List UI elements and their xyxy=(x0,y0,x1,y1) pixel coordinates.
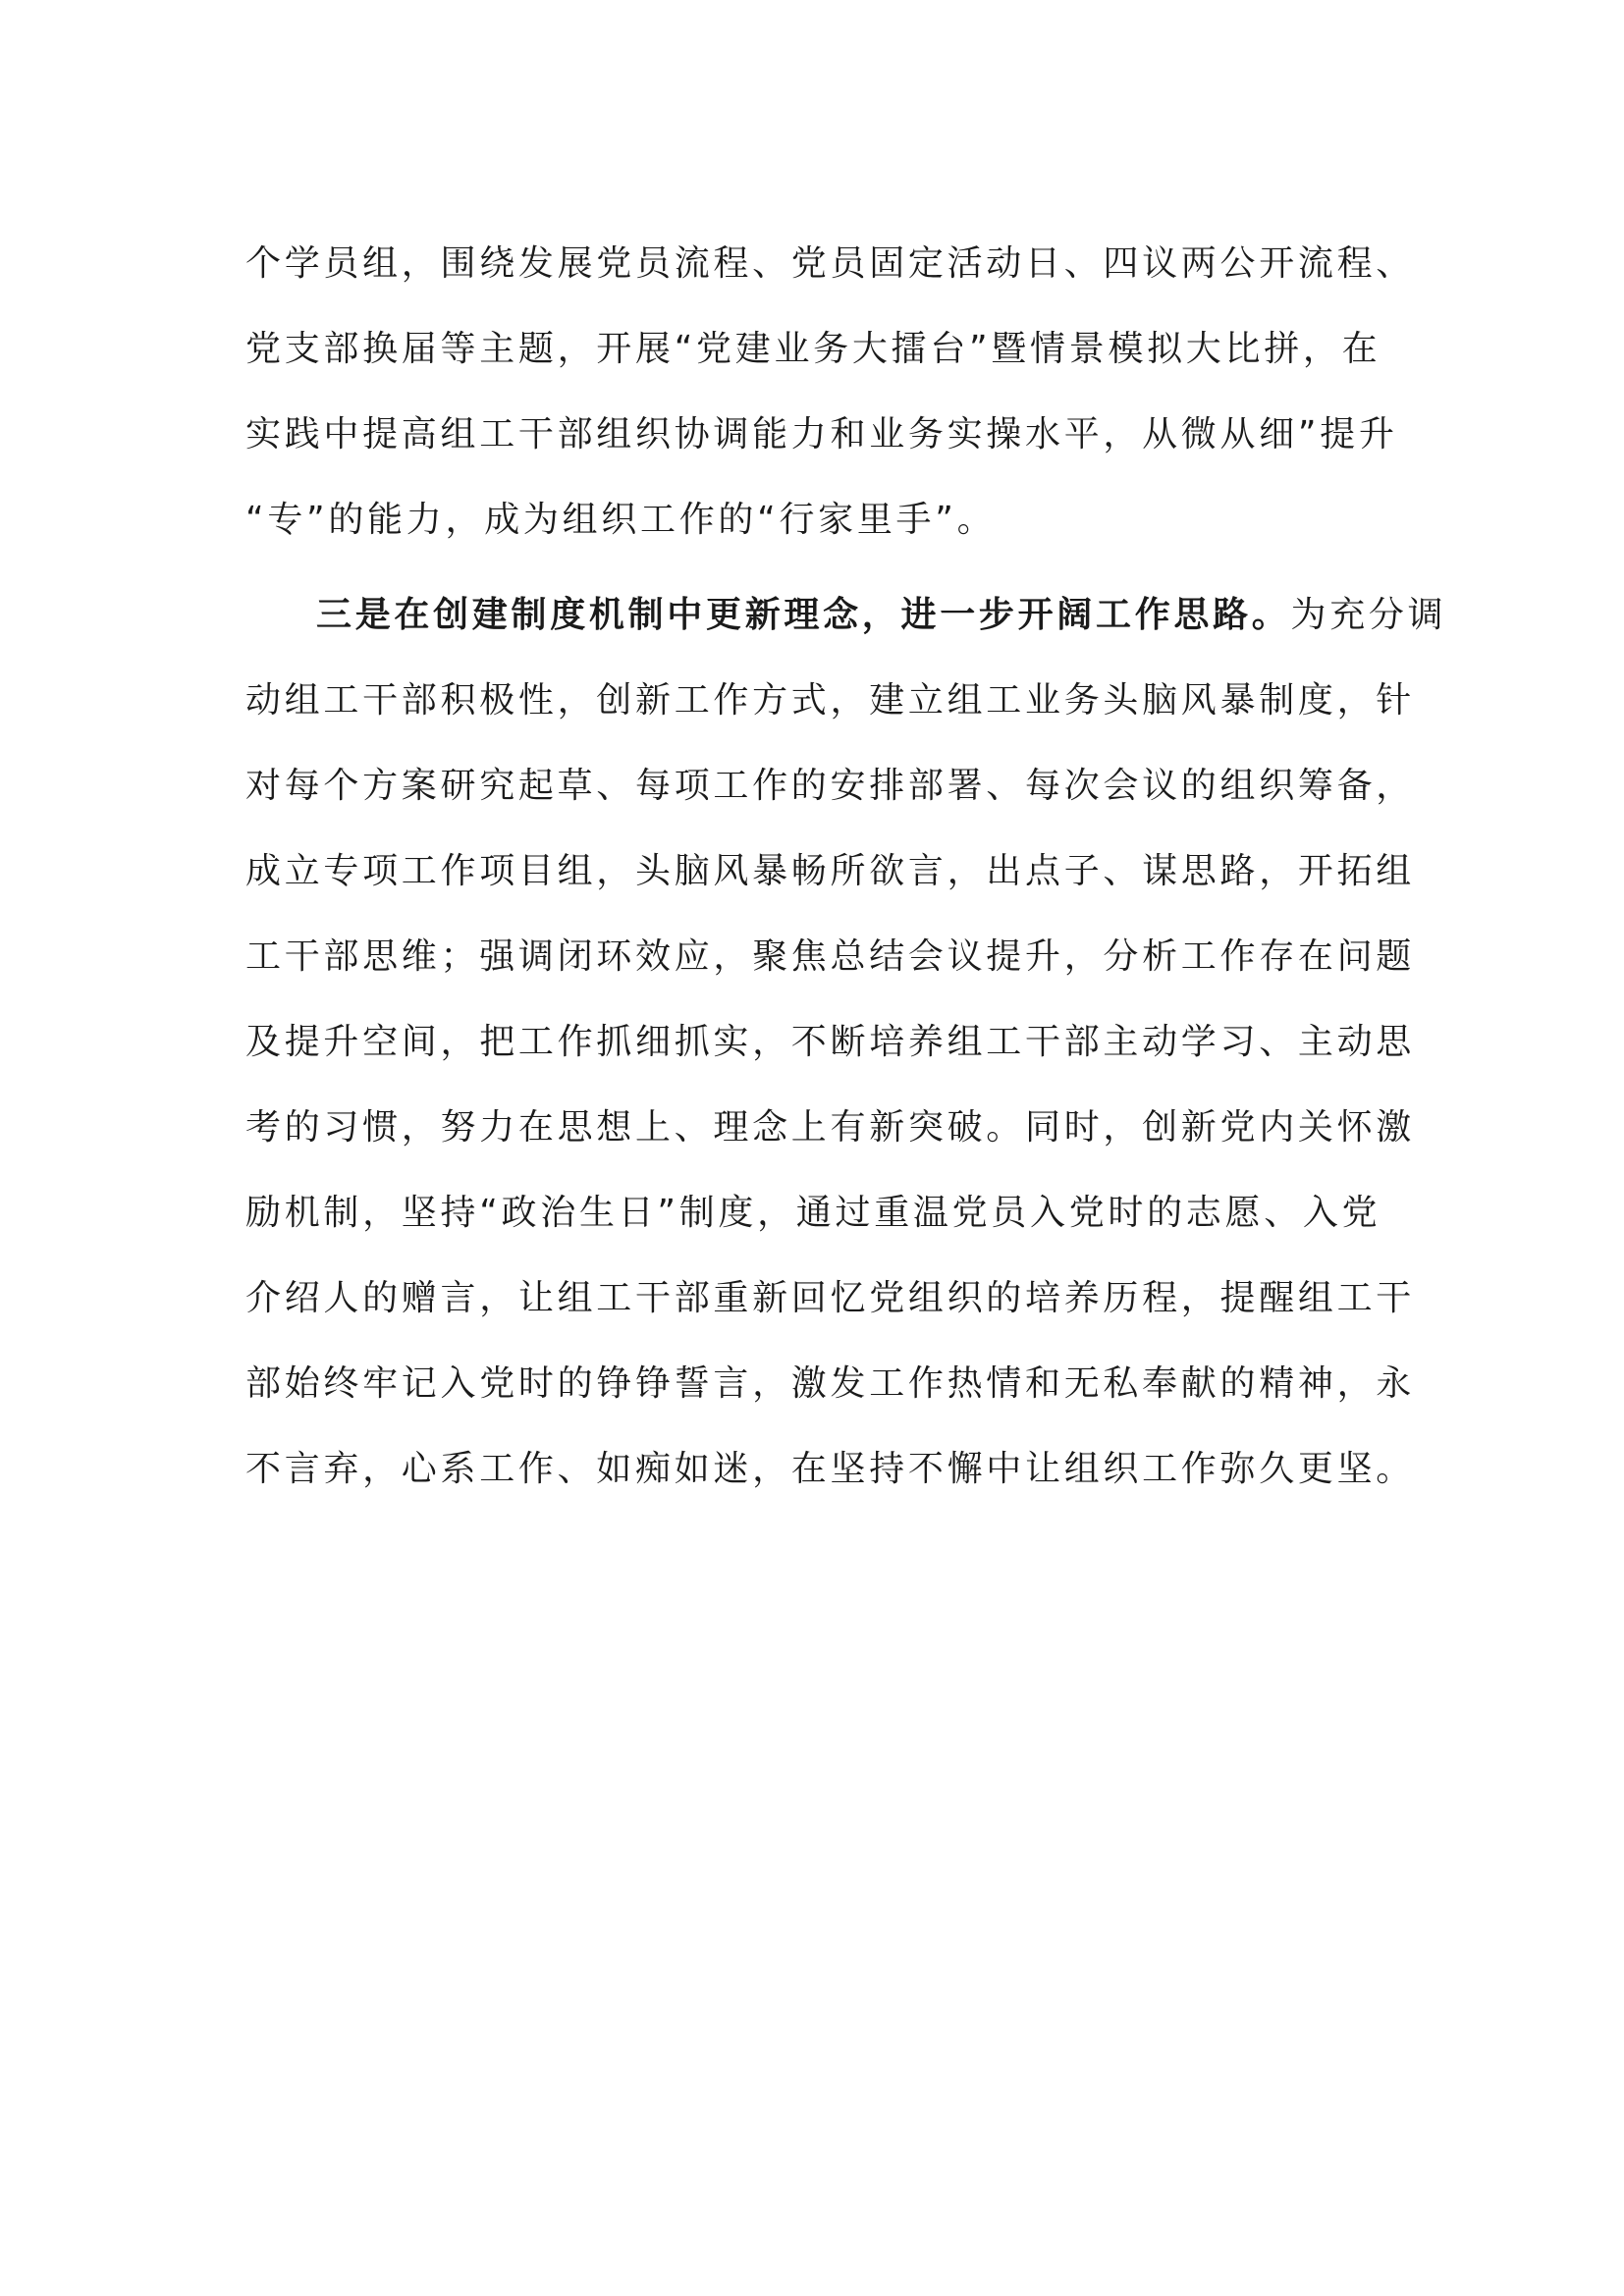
paragraph-line: 不言弃，心系工作、如痴如迷，在坚持不懈中让组织工作弥久更坚。 xyxy=(245,1449,1416,1489)
paragraph-line: “专”的能力，成为组织工作的“行家里手”。 xyxy=(245,500,997,540)
paragraph-line: 动组工干部积极性，创新工作方式，建立组工业务头脑风暴制度，针 xyxy=(245,680,1416,721)
paragraph-line: 及提升空间，把工作抓细抓实，不断培养组工干部主动学习、主动思 xyxy=(245,1022,1416,1062)
paragraph-line: 个学员组，围绕发展党员流程、党员固定活动日、四议两公开流程、 xyxy=(245,243,1416,284)
paragraph-line: 励机制，坚持“政治生日”制度，通过重温党员入党时的志愿、入党 xyxy=(245,1193,1381,1233)
paragraph-line: 实践中提高组工干部组织协调能力和业务实操水平，从微从细”提升 xyxy=(245,414,1398,454)
paragraph-line: 介绍人的赠言，让组工干部重新回忆党组织的培养历程，提醒组工干 xyxy=(245,1278,1416,1318)
paragraph-first-line xyxy=(245,572,1447,658)
paragraph-heading: 三是在创建制度机制中更新理念，进一步开阔工作思路。 xyxy=(316,595,1291,635)
paragraph-line: 工干部思维；强调闭环效应，聚焦总结会议提升，分析工作存在问题 xyxy=(245,936,1416,977)
paragraph-line: 部始终牢记入党时的铮铮誓言，激发工作热情和无私奉献的精神，永 xyxy=(245,1363,1416,1404)
paragraph-line: 考的习惯，努力在思想上、理念上有新突破。同时，创新党内关怀激 xyxy=(245,1107,1416,1148)
document-body xyxy=(245,221,1447,1512)
paragraph-line: 党支部换届等主题，开展“党建业务大擂台”暨情景模拟大比拼，在 xyxy=(245,329,1381,369)
paragraph-first-line-text: 为充分调 xyxy=(1290,595,1447,635)
paragraph-line: 对每个方案研究起草、每项工作的安排部署、每次会议的组织筹备， xyxy=(245,766,1416,806)
paragraph-line: 成立专项工作项目组，头脑风暴畅所欲言，出点子、谋思路，开拓组 xyxy=(245,851,1416,891)
